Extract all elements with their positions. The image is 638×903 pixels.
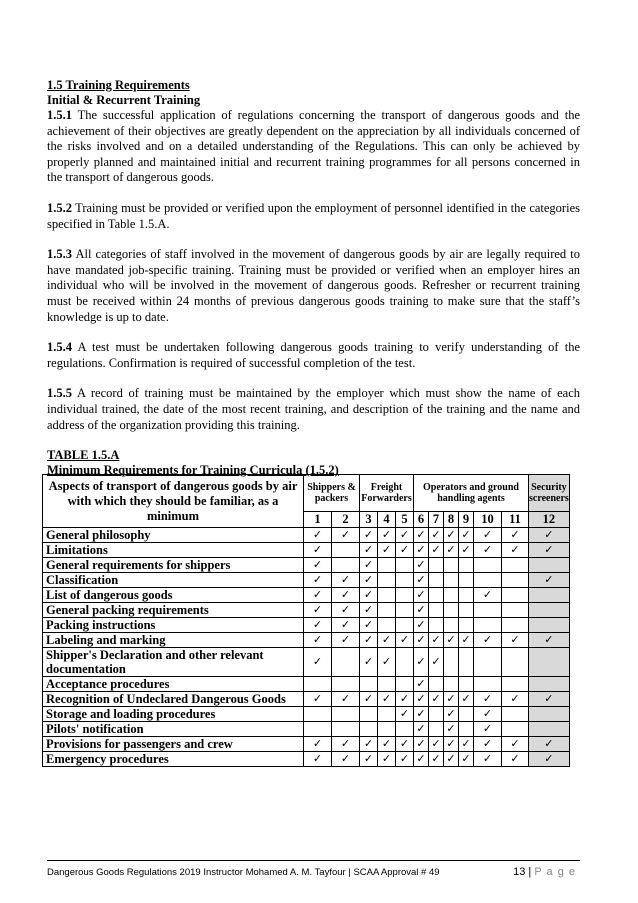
check-mark-cell: ✓	[304, 648, 332, 677]
empty-cell	[332, 558, 360, 573]
check-mark-cell: ✓	[360, 543, 378, 558]
check-mark-cell: ✓	[529, 528, 570, 543]
check-mark-cell: ✓	[304, 573, 332, 588]
empty-cell	[502, 707, 529, 722]
check-mark-cell: ✓	[414, 648, 429, 677]
empty-cell	[459, 722, 474, 737]
empty-cell	[429, 603, 444, 618]
check-mark-cell: ✓	[474, 737, 502, 752]
table-row	[43, 648, 570, 677]
check-mark-cell: ✓	[332, 573, 360, 588]
empty-cell	[444, 603, 459, 618]
empty-cell	[378, 722, 396, 737]
column-number: 12	[529, 512, 570, 528]
row-label: Acceptance procedures	[43, 677, 304, 692]
empty-cell	[378, 573, 396, 588]
empty-cell	[304, 722, 332, 737]
check-mark-cell: ✓	[414, 558, 429, 573]
paragraph-number: 1.5.5	[47, 386, 72, 401]
check-mark-cell: ✓	[474, 707, 502, 722]
section-subtitle: Initial & Recurrent Training	[47, 93, 201, 107]
empty-cell	[529, 603, 570, 618]
check-mark-cell: ✓	[378, 633, 396, 648]
check-mark-cell: ✓	[360, 618, 378, 633]
check-mark-cell: ✓	[378, 648, 396, 677]
column-number: 11	[502, 512, 529, 528]
check-mark-cell: ✓	[378, 543, 396, 558]
check-mark-cell: ✓	[459, 752, 474, 767]
empty-cell	[378, 618, 396, 633]
empty-cell	[502, 677, 529, 692]
group-shippers: Shippers & packers	[304, 475, 360, 512]
empty-cell	[474, 603, 502, 618]
row-label: Recognition of Undeclared Dangerous Goods	[43, 692, 304, 707]
empty-cell	[378, 603, 396, 618]
empty-cell	[396, 677, 414, 692]
check-mark-cell: ✓	[378, 737, 396, 752]
check-mark-cell: ✓	[304, 558, 332, 573]
check-mark-cell: ✓	[429, 752, 444, 767]
check-mark-cell: ✓	[304, 618, 332, 633]
paragraph-1-5-5	[47, 386, 580, 433]
check-mark-cell: ✓	[332, 603, 360, 618]
empty-cell	[474, 677, 502, 692]
group-operators: Operators and ground handling agents	[414, 475, 529, 512]
empty-cell	[360, 722, 378, 737]
empty-cell	[459, 677, 474, 692]
check-mark-cell: ✓	[414, 603, 429, 618]
column-number: 3	[360, 512, 378, 528]
check-mark-cell: ✓	[502, 528, 529, 543]
row-label: List of dangerous goods	[43, 588, 304, 603]
empty-cell	[378, 677, 396, 692]
section-title: 1.5 Training Requirements	[47, 78, 190, 92]
paragraph-number: 1.5.2	[47, 200, 72, 215]
check-mark-cell: ✓	[414, 573, 429, 588]
empty-cell	[429, 588, 444, 603]
empty-cell	[429, 707, 444, 722]
empty-cell	[444, 573, 459, 588]
check-mark-cell: ✓	[360, 558, 378, 573]
row-label: Limitations	[43, 543, 304, 558]
group-freight-forwarders: Freight Forwarders	[360, 475, 414, 512]
empty-cell	[429, 573, 444, 588]
empty-cell	[502, 618, 529, 633]
empty-cell	[474, 648, 502, 677]
check-mark-cell: ✓	[429, 692, 444, 707]
table-row	[43, 752, 570, 767]
check-mark-cell: ✓	[332, 752, 360, 767]
empty-cell	[429, 677, 444, 692]
empty-cell	[502, 603, 529, 618]
page-number	[513, 866, 576, 878]
empty-cell	[474, 558, 502, 573]
check-mark-cell: ✓	[414, 528, 429, 543]
paragraph-1-5-3	[47, 247, 580, 325]
empty-cell	[502, 648, 529, 677]
empty-cell	[502, 588, 529, 603]
table-row	[43, 722, 570, 737]
empty-cell	[529, 722, 570, 737]
empty-cell	[444, 588, 459, 603]
check-mark-cell: ✓	[429, 648, 444, 677]
table-row	[43, 707, 570, 722]
check-mark-cell: ✓	[459, 543, 474, 558]
paragraph-text: All categories of staff involved in the movement of dangerous goods by air are legally required to have mandated job-specific training. Training must be provided or verified when an employer hires an individual who will be involved in the movement of dangerous goods. Refresher or recurrent training must be received within 24 months of previous dangerous goods training to make sure that the staff’s knowledge is up to date.	[47, 247, 581, 324]
column-number: 2	[332, 512, 360, 528]
check-mark-cell: ✓	[304, 543, 332, 558]
empty-cell	[459, 573, 474, 588]
empty-cell	[429, 722, 444, 737]
check-mark-cell: ✓	[304, 588, 332, 603]
check-mark-cell: ✓	[459, 528, 474, 543]
row-label: Provisions for passengers and crew	[43, 737, 304, 752]
check-mark-cell: ✓	[444, 692, 459, 707]
row-label: Pilots' notification	[43, 722, 304, 737]
check-mark-cell: ✓	[474, 633, 502, 648]
check-mark-cell: ✓	[304, 692, 332, 707]
check-mark-cell: ✓	[360, 752, 378, 767]
empty-cell	[396, 648, 414, 677]
check-mark-cell: ✓	[414, 752, 429, 767]
empty-cell	[396, 573, 414, 588]
check-mark-cell: ✓	[332, 528, 360, 543]
table-row	[43, 677, 570, 692]
check-mark-cell: ✓	[332, 588, 360, 603]
row-label: General packing requirements	[43, 603, 304, 618]
table-row	[43, 528, 570, 543]
empty-cell	[529, 558, 570, 573]
check-mark-cell: ✓	[378, 752, 396, 767]
empty-cell	[459, 588, 474, 603]
check-mark-cell: ✓	[396, 707, 414, 722]
check-mark-cell: ✓	[414, 707, 429, 722]
empty-cell	[502, 722, 529, 737]
aspect-header: Aspects of transport of dangerous goods by air with which they should be familiar, as a minimum	[43, 475, 304, 528]
paragraph-1-5-2	[47, 201, 580, 232]
check-mark-cell: ✓	[414, 677, 429, 692]
row-label: General requirements for shippers	[43, 558, 304, 573]
page-number-value: 13	[513, 866, 526, 878]
empty-cell	[502, 558, 529, 573]
empty-cell	[396, 722, 414, 737]
paragraph-text: A record of training must be maintained by the employer which must show the name of each individual trained, the date of the most recent training, and description of the training and the name and address of the organization providing this training.	[47, 386, 580, 432]
check-mark-cell: ✓	[360, 692, 378, 707]
page-footer	[47, 860, 580, 878]
column-number: 6	[414, 512, 429, 528]
table-row	[43, 543, 570, 558]
check-mark-cell: ✓	[396, 633, 414, 648]
check-mark-cell: ✓	[444, 633, 459, 648]
check-mark-cell: ✓	[444, 707, 459, 722]
check-mark-cell: ✓	[304, 528, 332, 543]
empty-cell	[360, 677, 378, 692]
check-mark-cell: ✓	[360, 648, 378, 677]
table-label: TABLE 1.5.A	[47, 448, 120, 463]
check-mark-cell: ✓	[414, 737, 429, 752]
footer-text: Dangerous Goods Regulations 2019 Instructor Mohamed A. M. Tayfour | SCAA Approval # 49	[47, 867, 440, 878]
page-word: P a g e	[534, 866, 576, 878]
check-mark-cell: ✓	[429, 737, 444, 752]
check-mark-cell: ✓	[429, 528, 444, 543]
check-mark-cell: ✓	[529, 692, 570, 707]
check-mark-cell: ✓	[332, 737, 360, 752]
table-row	[43, 633, 570, 648]
check-mark-cell: ✓	[444, 752, 459, 767]
check-mark-cell: ✓	[414, 618, 429, 633]
check-mark-cell: ✓	[459, 737, 474, 752]
check-mark-cell: ✓	[502, 752, 529, 767]
table-row	[43, 573, 570, 588]
empty-cell	[396, 588, 414, 603]
empty-cell	[459, 558, 474, 573]
check-mark-cell: ✓	[429, 543, 444, 558]
row-label: Labeling and marking	[43, 633, 304, 648]
table-row	[43, 737, 570, 752]
row-label: Storage and loading procedures	[43, 707, 304, 722]
empty-cell	[396, 603, 414, 618]
empty-cell	[429, 618, 444, 633]
check-mark-cell: ✓	[474, 588, 502, 603]
check-mark-cell: ✓	[529, 752, 570, 767]
check-mark-cell: ✓	[360, 573, 378, 588]
empty-cell	[474, 618, 502, 633]
group-security: Security screeners	[529, 475, 570, 512]
empty-cell	[332, 677, 360, 692]
empty-cell	[304, 677, 332, 692]
empty-cell	[396, 558, 414, 573]
empty-cell	[444, 677, 459, 692]
check-mark-cell: ✓	[459, 692, 474, 707]
check-mark-cell: ✓	[459, 633, 474, 648]
check-mark-cell: ✓	[444, 528, 459, 543]
empty-cell	[360, 707, 378, 722]
empty-cell	[396, 618, 414, 633]
table-row	[43, 692, 570, 707]
check-mark-cell: ✓	[444, 737, 459, 752]
check-mark-cell: ✓	[304, 633, 332, 648]
empty-cell	[429, 558, 444, 573]
table-row	[43, 558, 570, 573]
column-number: 9	[459, 512, 474, 528]
empty-cell	[459, 648, 474, 677]
paragraph-number: 1.5.1	[47, 108, 72, 122]
paragraph-1-5-1	[47, 108, 580, 186]
empty-cell	[502, 573, 529, 588]
column-number: 1	[304, 512, 332, 528]
check-mark-cell: ✓	[502, 737, 529, 752]
row-label: General philosophy	[43, 528, 304, 543]
check-mark-cell: ✓	[429, 633, 444, 648]
empty-cell	[444, 558, 459, 573]
paragraph-number: 1.5.4	[47, 340, 72, 355]
check-mark-cell: ✓	[396, 737, 414, 752]
check-mark-cell: ✓	[304, 737, 332, 752]
empty-cell	[332, 722, 360, 737]
check-mark-cell: ✓	[332, 633, 360, 648]
row-label: Classification	[43, 573, 304, 588]
check-mark-cell: ✓	[378, 528, 396, 543]
check-mark-cell: ✓	[360, 737, 378, 752]
table-row	[43, 603, 570, 618]
check-mark-cell: ✓	[396, 752, 414, 767]
check-mark-cell: ✓	[304, 603, 332, 618]
empty-cell	[529, 588, 570, 603]
empty-cell	[444, 618, 459, 633]
check-mark-cell: ✓	[474, 528, 502, 543]
check-mark-cell: ✓	[414, 692, 429, 707]
check-mark-cell: ✓	[444, 722, 459, 737]
paragraph-text: The successful application of regulations concerning the transport of dangerous goods and the achievement of their objectives are greatly dependent on the appreciation by all individuals concerned of the risks involved and on a detailed understanding of the Regulations. This can only be achieved by properly planned and maintained initial and recurrent training programmes for all persons concerned in the transport of dangerous goods.	[47, 108, 580, 185]
check-mark-cell: ✓	[414, 633, 429, 648]
check-mark-cell: ✓	[396, 543, 414, 558]
check-mark-cell: ✓	[304, 752, 332, 767]
column-number: 7	[429, 512, 444, 528]
check-mark-cell: ✓	[474, 543, 502, 558]
check-mark-cell: ✓	[414, 588, 429, 603]
check-mark-cell: ✓	[396, 528, 414, 543]
table-caption: Minimum Requirements for Training Curricula (1.5.2)	[47, 463, 339, 478]
empty-cell	[529, 707, 570, 722]
empty-cell	[444, 648, 459, 677]
empty-cell	[529, 677, 570, 692]
empty-cell	[459, 707, 474, 722]
training-requirements-table	[42, 474, 570, 767]
paragraph-text: Training must be provided or verified upon the employment of personnel identified in the categories specified in Table 1.5.A.	[47, 200, 580, 231]
row-label: Packing instructions	[43, 618, 304, 633]
check-mark-cell: ✓	[529, 573, 570, 588]
page-separator: |	[528, 866, 532, 878]
check-mark-cell: ✓	[332, 692, 360, 707]
empty-cell	[459, 603, 474, 618]
paragraph-1-5-4	[47, 340, 580, 371]
check-mark-cell: ✓	[360, 633, 378, 648]
empty-cell	[529, 648, 570, 677]
check-mark-cell: ✓	[414, 722, 429, 737]
check-mark-cell: ✓	[444, 543, 459, 558]
check-mark-cell: ✓	[529, 737, 570, 752]
column-number: 4	[378, 512, 396, 528]
empty-cell	[529, 618, 570, 633]
empty-cell	[332, 648, 360, 677]
empty-cell	[332, 707, 360, 722]
empty-cell	[378, 588, 396, 603]
empty-cell	[459, 618, 474, 633]
empty-cell	[474, 573, 502, 588]
empty-cell	[378, 707, 396, 722]
row-label: Shipper's Declaration and other relevant documentation	[43, 648, 304, 677]
check-mark-cell: ✓	[529, 633, 570, 648]
column-number: 5	[396, 512, 414, 528]
row-label: Emergency procedures	[43, 752, 304, 767]
empty-cell	[304, 707, 332, 722]
table-row	[43, 618, 570, 633]
table-row	[43, 588, 570, 603]
column-number: 8	[444, 512, 459, 528]
check-mark-cell: ✓	[414, 543, 429, 558]
check-mark-cell: ✓	[502, 692, 529, 707]
check-mark-cell: ✓	[502, 543, 529, 558]
check-mark-cell: ✓	[396, 692, 414, 707]
page-body	[47, 78, 580, 478]
check-mark-cell: ✓	[474, 722, 502, 737]
check-mark-cell: ✓	[474, 692, 502, 707]
check-mark-cell: ✓	[502, 633, 529, 648]
column-number: 10	[474, 512, 502, 528]
check-mark-cell: ✓	[360, 588, 378, 603]
check-mark-cell: ✓	[332, 618, 360, 633]
check-mark-cell: ✓	[378, 692, 396, 707]
check-mark-cell: ✓	[529, 543, 570, 558]
paragraph-text: A test must be undertaken following dangerous goods training to verify understanding of the regulations. Confirmation is required of successful completion of the test.	[47, 340, 580, 370]
empty-cell	[332, 543, 360, 558]
check-mark-cell: ✓	[474, 752, 502, 767]
paragraph-number: 1.5.3	[47, 247, 72, 262]
check-mark-cell: ✓	[360, 528, 378, 543]
check-mark-cell: ✓	[360, 603, 378, 618]
empty-cell	[378, 558, 396, 573]
